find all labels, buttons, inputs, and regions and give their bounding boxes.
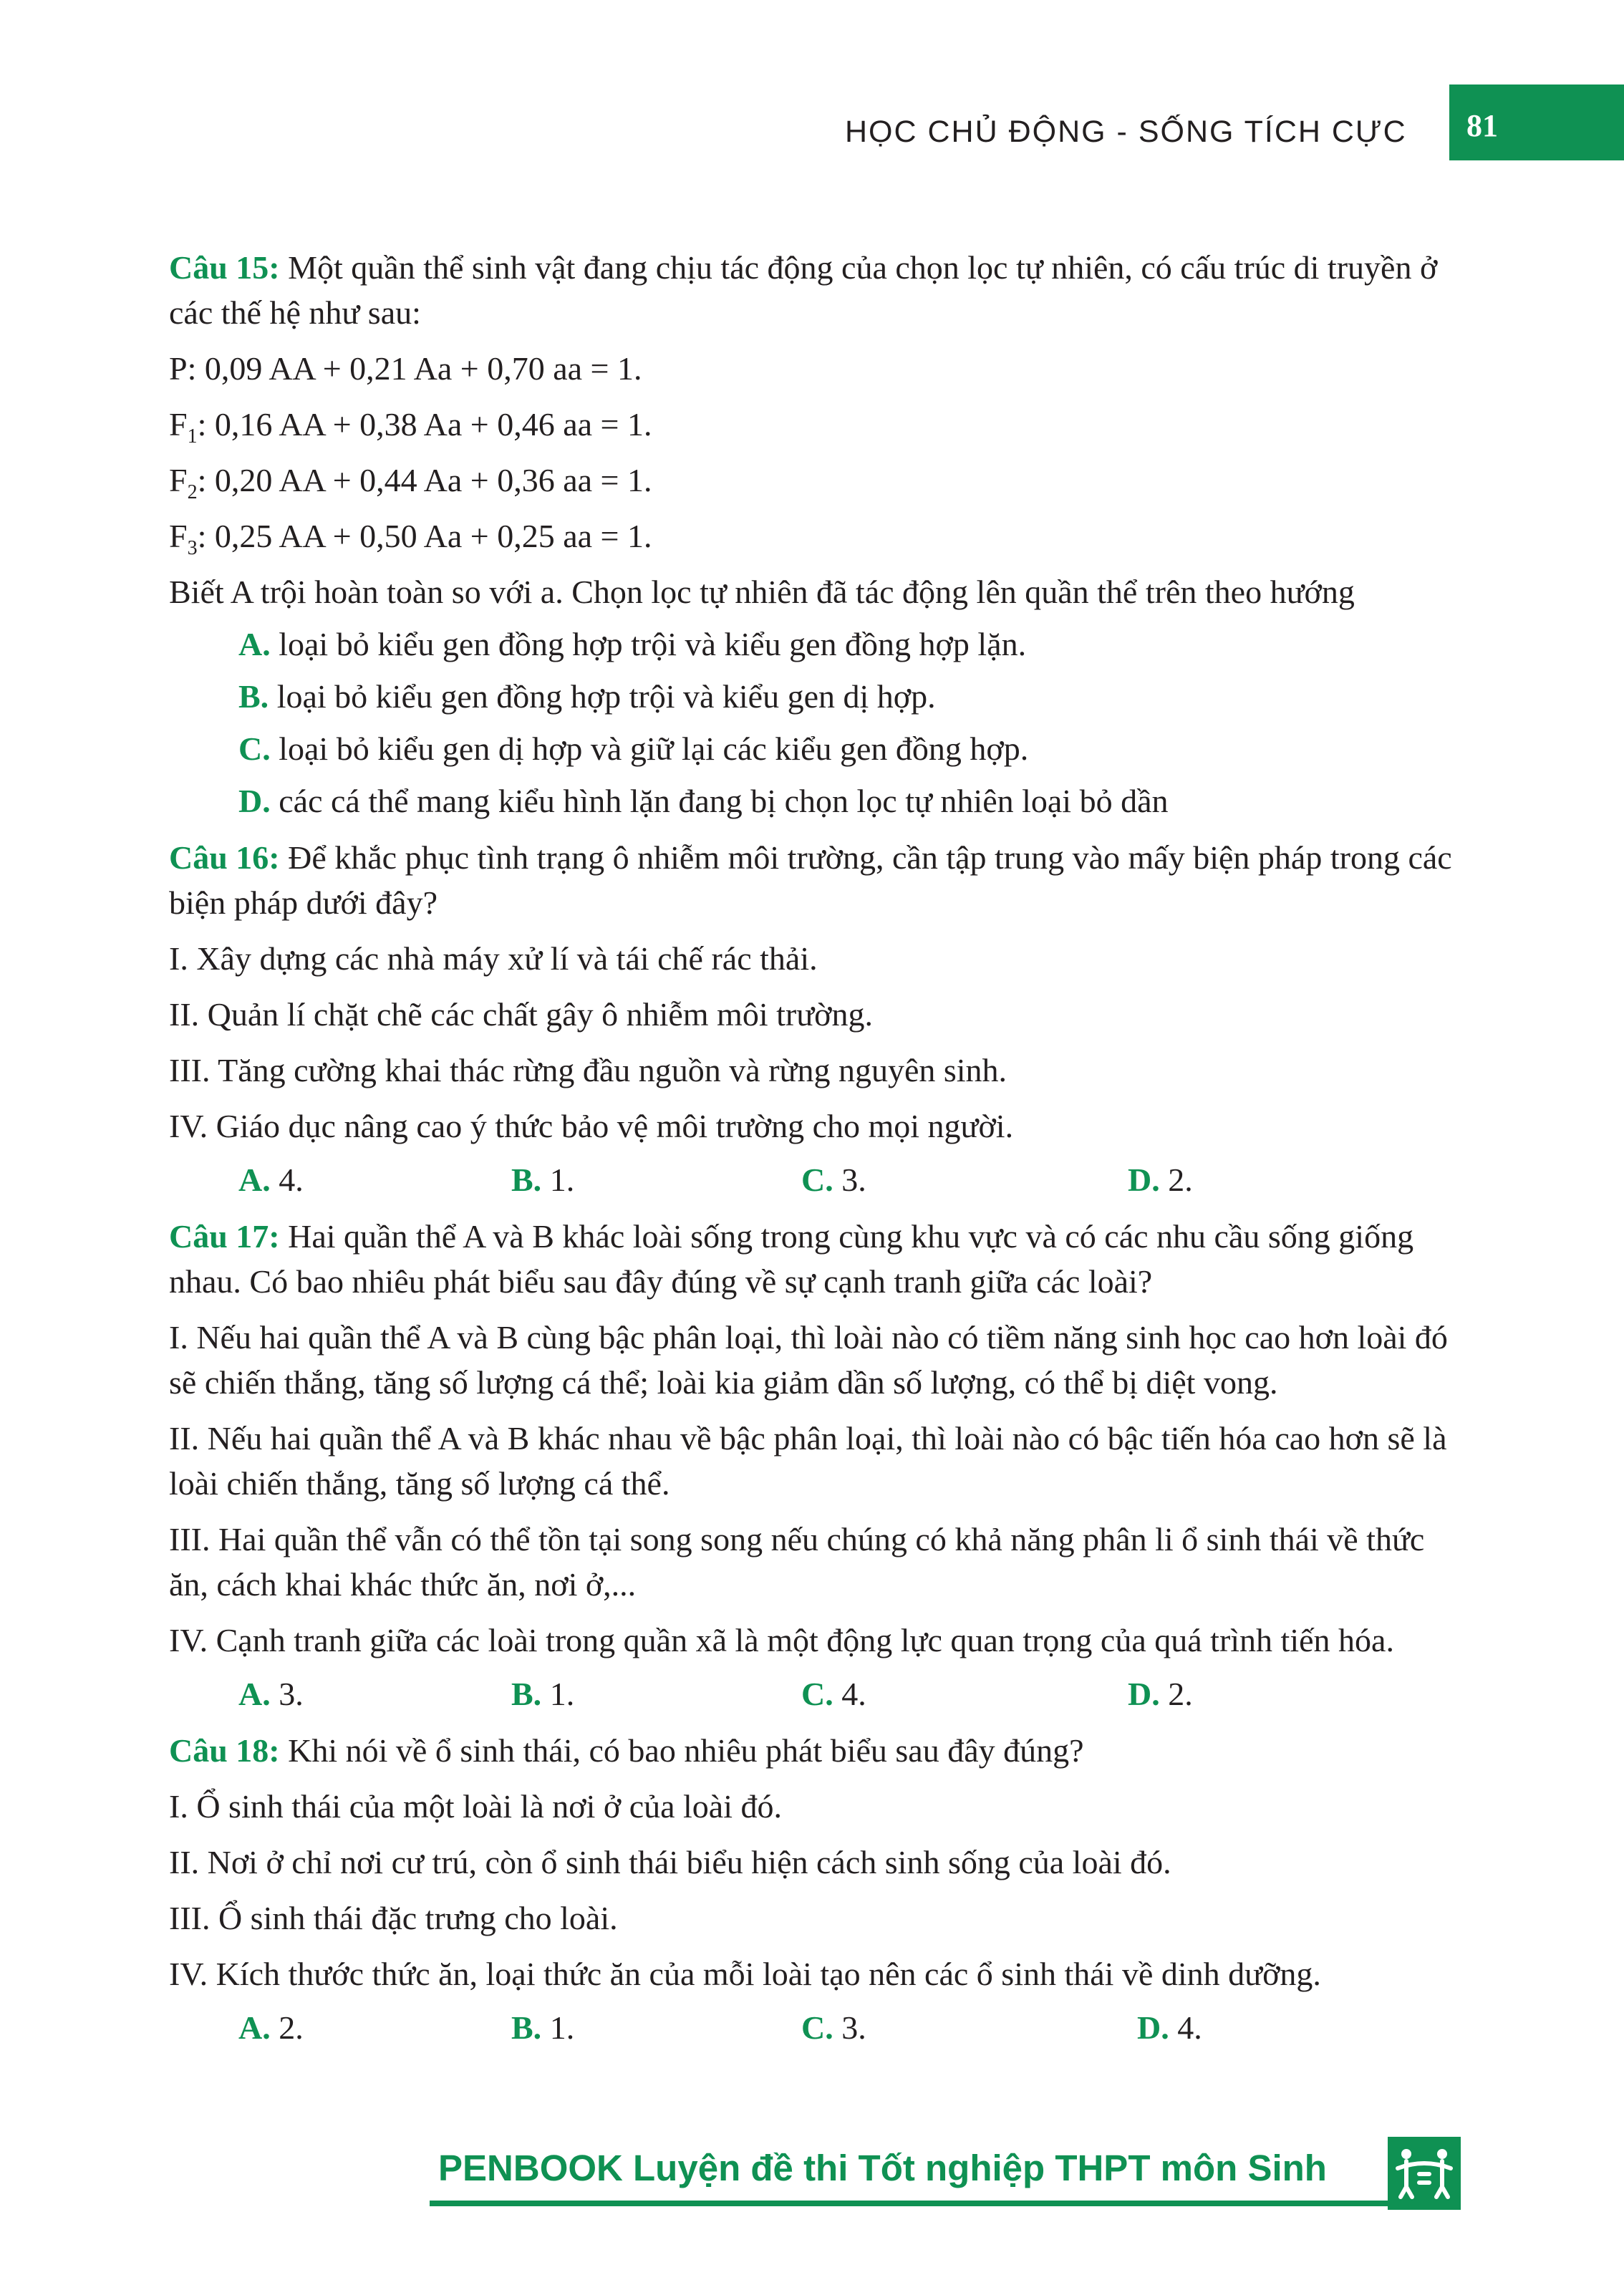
statement: II. Quản lí chặt chẽ các chất gây ô nhiễm môi trường.	[169, 996, 873, 1033]
question-15-text: Một quần thể sinh vật đang chịu tác động của chọn lọc tự nhiên, có cấu trúc di truyền ở các thế hệ như sau:	[169, 249, 1438, 331]
question-18-stem	[169, 1728, 1454, 1773]
answer-a	[238, 1157, 304, 1202]
statement: III. Ổ sinh thái đặc trưng cho loài.	[169, 1900, 618, 1936]
answer-text: 2.	[270, 2009, 304, 2046]
f3-subscript: 3	[187, 537, 198, 559]
question-15	[169, 245, 1454, 823]
question-18	[169, 1728, 1454, 2050]
answer-b	[511, 2005, 574, 2050]
answer-d	[1128, 1157, 1193, 1202]
answer-label: A.	[238, 1161, 271, 1198]
option-d	[169, 778, 1454, 823]
people-logo-icon	[1388, 2137, 1461, 2210]
answer-c	[801, 1157, 866, 1202]
answer-b	[511, 1157, 574, 1202]
answer-text: 1.	[541, 1676, 575, 1712]
page-content	[169, 245, 1454, 2050]
answer-text: 3.	[833, 2009, 866, 2046]
page-number: 81	[1466, 108, 1498, 143]
answer-choices	[169, 1157, 1454, 1202]
statement: III. Tăng cường khai thác rừng đầu nguồn và rừng nguyên sinh.	[169, 1052, 1007, 1088]
question-17-stem	[169, 1214, 1454, 1304]
option-text: loại bỏ kiểu gen dị hợp và giữ lại các kiểu gen đồng hợp.	[270, 730, 1029, 767]
answer-label: B.	[511, 1676, 542, 1712]
answer-choices	[169, 2005, 1454, 2050]
generation-f1	[169, 402, 1454, 447]
answer-text: 4.	[270, 1161, 304, 1198]
f1-text: : 0,16 AA + 0,38 Aa + 0,46 aa = 1.	[197, 406, 652, 443]
answer-d	[1128, 1671, 1193, 1716]
answer-text: 2.	[1159, 1676, 1193, 1712]
statement: IV. Giáo dục nâng cao ý thức bảo vệ môi trường cho mọi người.	[169, 1108, 1014, 1144]
answer-label: A.	[238, 2009, 271, 2046]
question-15-stem	[169, 245, 1454, 335]
statement: II. Nếu hai quần thể A và B khác nhau về bậc phân loại, thì loài nào có bậc tiến hóa cao hơn sẽ là loài chiến thắng, tăng số lượng cá thể.	[169, 1420, 1447, 1502]
option-a	[169, 622, 1454, 667]
answer-text: 3.	[270, 1676, 304, 1712]
option-label: D.	[238, 783, 271, 819]
answer-text: 2.	[1159, 1161, 1193, 1198]
answer-text: 1.	[541, 1161, 575, 1198]
statement: IV. Cạnh tranh giữa các loài trong quần xã là một động lực quan trọng của quá trình tiến hóa.	[169, 1622, 1394, 1658]
answer-label: A.	[238, 1676, 271, 1712]
answer-a	[238, 2005, 304, 2050]
generation-f3	[169, 513, 1454, 559]
generation-f2	[169, 458, 1454, 503]
answer-d	[1137, 2005, 1202, 2050]
people-logo-graphic	[1388, 2137, 1461, 2210]
f1-subscript: 1	[187, 425, 198, 448]
f2-text: : 0,20 AA + 0,44 Aa + 0,36 aa = 1.	[197, 462, 652, 498]
question-17	[169, 1214, 1454, 1716]
option-label: C.	[238, 730, 271, 767]
answer-label: D.	[1128, 1161, 1160, 1198]
option-text: loại bỏ kiểu gen đồng hợp trội và kiểu gen đồng hợp lặn.	[270, 626, 1027, 662]
question-16	[169, 835, 1454, 1202]
f2-prefix: F	[169, 462, 188, 498]
answer-text: 4.	[1169, 2009, 1202, 2046]
question-15-prompt: Biết A trội hoàn toàn so với a. Chọn lọc tự nhiên đã tác động lên quần thể trên theo hướng	[169, 574, 1355, 610]
answer-label: C.	[801, 2009, 833, 2046]
generation-p: P: 0,09 AA + 0,21 Aa + 0,70 aa = 1.	[169, 350, 642, 387]
answer-text: 1.	[541, 2009, 575, 2046]
answer-text: 4.	[833, 1676, 866, 1712]
answer-a	[238, 1671, 304, 1716]
answer-b	[511, 1671, 574, 1716]
page-number-tab	[1449, 84, 1624, 160]
answer-c	[801, 2005, 866, 2050]
statement: II. Nơi ở chỉ nơi cư trú, còn ổ sinh thái biểu hiện cách sinh sống của loài đó.	[169, 1844, 1171, 1880]
statement: III. Hai quần thể vẫn có thể tồn tại song song nếu chúng có khả năng phân li ổ sinh thái về thức ăn, cách khai khác thức ăn, nơi ở,...	[169, 1521, 1425, 1603]
answer-c	[801, 1671, 866, 1716]
answer-label: B.	[511, 2009, 542, 2046]
option-c	[169, 726, 1454, 771]
question-18-text: Khi nói về ổ sinh thái, có bao nhiêu phát biểu sau đây đúng?	[279, 1732, 1084, 1769]
footer-divider	[430, 2201, 1403, 2206]
f1-prefix: F	[169, 406, 188, 443]
option-b	[169, 674, 1454, 719]
footer-book-title: PENBOOK Luyện đề thi Tốt nghiệp THPT môn Sinh	[438, 2148, 1327, 2188]
f3-prefix: F	[169, 518, 188, 554]
answer-text: 3.	[833, 1161, 866, 1198]
statement: I. Xây dựng các nhà máy xử lí và tái chế rác thải.	[169, 940, 818, 977]
answer-label: D.	[1128, 1676, 1160, 1712]
answer-label: C.	[801, 1161, 833, 1198]
running-header: HỌC CHỦ ĐỘNG - SỐNG TÍCH CỰC	[845, 115, 1407, 149]
answer-label: B.	[511, 1161, 542, 1198]
question-16-stem	[169, 835, 1454, 925]
f3-text: : 0,25 AA + 0,50 Aa + 0,25 aa = 1.	[197, 518, 652, 554]
f2-subscript: 2	[187, 481, 198, 503]
answer-choices	[169, 1671, 1454, 1716]
question-17-label: Câu 17:	[169, 1218, 280, 1255]
option-text: các cá thể mang kiểu hình lặn đang bị chọn lọc tự nhiên loại bỏ dần	[270, 783, 1169, 819]
question-17-text: Hai quần thể A và B khác loài sống trong cùng khu vực và có các nhu cầu sống giống nhau. Có bao nhiêu phát biểu sau đây đúng về sự cạnh tranh giữa các loài?	[169, 1218, 1414, 1300]
statement: I. Nếu hai quần thể A và B cùng bậc phân loại, thì loài nào có tiềm năng sinh học cao hơn loài đó sẽ chiến thắng, tăng số lượng cá thể; loài kia giảm dần số lượng, có thể bị diệt vong.	[169, 1319, 1448, 1401]
question-16-label: Câu 16:	[169, 839, 280, 876]
option-label: A.	[238, 626, 271, 662]
option-text: loại bỏ kiểu gen đồng hợp trội và kiểu gen dị hợp.	[269, 678, 936, 715]
answer-label: C.	[801, 1676, 833, 1712]
question-15-label: Câu 15:	[169, 249, 280, 286]
question-18-label: Câu 18:	[169, 1732, 280, 1769]
option-label: B.	[238, 678, 269, 715]
question-16-text: Để khắc phục tình trạng ô nhiễm môi trường, cần tập trung vào mấy biện pháp trong các biện pháp dưới đây?	[169, 839, 1452, 921]
statement: I. Ổ sinh thái của một loài là nơi ở của loài đó.	[169, 1788, 783, 1825]
statement: IV. Kích thước thức ăn, loại thức ăn của mỗi loài tạo nên các ổ sinh thái về dinh dưỡng.	[169, 1956, 1321, 1992]
answer-label: D.	[1137, 2009, 1169, 2046]
